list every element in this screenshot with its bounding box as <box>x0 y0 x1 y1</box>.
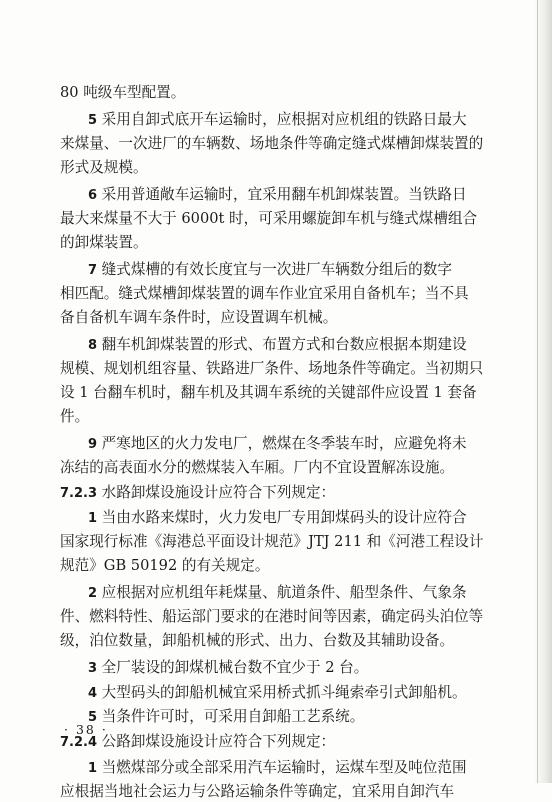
clause-text: 全厂装设的卸煤机械台数不宜少于 2 台。 <box>97 659 369 676</box>
clause-number: 8 <box>88 338 98 353</box>
clause-line <box>88 508 467 529</box>
clause-text: 翻车机卸煤装置的形式、布置方式和台数应根据本期建设 <box>97 336 467 353</box>
clause-line <box>88 658 368 679</box>
page-edge-line <box>537 0 538 783</box>
clause-number: 7 <box>88 263 98 278</box>
clause-text: 采用普通敞车运输时，宜采用翻车机卸煤装置。当铁路日 <box>97 186 467 203</box>
clause-number: 5 <box>88 113 98 128</box>
clause-line <box>88 110 467 131</box>
text-line: 规范》GB 50192 的有关规定。 <box>60 557 270 574</box>
clause-number: 5 <box>88 710 98 725</box>
clause-number: 1 <box>88 761 98 776</box>
text-line: 规模、规划机组容量、铁路进厂条件、场地条件等确定。当初期只 <box>60 360 484 377</box>
clause-text: 采用自卸式底开车运输时，应根据对应机组的铁路日最大 <box>97 111 467 128</box>
section-text: 水路卸煤设施设计应符合下列规定： <box>97 484 336 501</box>
clause-text: 当条件许可时，可采用自卸船工艺系统。 <box>97 708 365 725</box>
clause-number: 4 <box>88 686 98 701</box>
text-line: 设 1 台翻车机时，翻车机及其调车系统的关键部件应设置 1 套备 <box>60 384 477 401</box>
clause-line <box>88 707 364 728</box>
clause-text: 严寒地区的火力发电厂，燃煤在冬季装车时，应避免将未 <box>97 435 467 452</box>
text-line: 件、燃料特性、船运部门要求的在港时间等因素，确定码头泊位等 <box>60 608 484 625</box>
clause-text: 应根据对应机组年耗煤量、航道条件、船型条件、气象条 <box>97 584 467 601</box>
clause-line <box>88 434 467 455</box>
text-line: 相匹配。缝式煤槽卸煤装置的调车作业宜采用自备机车；当不具 <box>60 285 469 302</box>
text-line: 件。 <box>60 408 90 425</box>
clause-line <box>88 683 467 704</box>
text-line: 80 吨级车型配置。 <box>60 84 186 101</box>
clause-number: 1 <box>88 511 98 526</box>
page-number: · 38 · <box>64 722 108 737</box>
clause-line <box>88 583 467 604</box>
text-line: 级，泊位数量，卸船机械的形式、出力、台数及其辅助设备。 <box>60 632 455 649</box>
clause-line <box>88 335 467 356</box>
section-number: 7.2.4 <box>60 735 98 750</box>
clause-number: 9 <box>88 437 98 452</box>
text-line: 备自备机车调车条件时，应设置调车机械。 <box>60 309 338 326</box>
text-line: 来煤量、一次进厂的车辆数、场地条件等确定缝式煤槽卸煤装置的 <box>60 135 484 152</box>
section-text: 公路卸煤设施设计应符合下列规定： <box>97 733 336 750</box>
clause-text: 当燃煤部分或全部采用汽车运输时，运煤车型及吨位范围 <box>97 759 467 776</box>
text-line: 形式及规模。 <box>60 159 148 176</box>
text-line: 冻结的高表面水分的燃煤装入车厢。厂内不宜设置解冻设施。 <box>60 459 455 476</box>
clause-line <box>88 260 452 281</box>
text-line: 应根据当地社会运力与公路运输条件等确定，宜采用自卸汽车 <box>60 783 455 800</box>
section-number: 7.2.3 <box>60 486 98 501</box>
section-heading <box>60 483 335 504</box>
clause-text: 缝式煤槽的有效长度宜与一次进厂车辆数分组后的数字 <box>97 261 452 278</box>
clause-line <box>88 185 467 206</box>
clause-number: 2 <box>88 586 98 601</box>
clause-number: 3 <box>88 661 98 676</box>
clause-text: 当由水路来煤时，火力发电厂专用卸煤码头的设计应符合 <box>97 509 467 526</box>
clause-line <box>88 758 467 779</box>
text-line: 的卸煤装置。 <box>60 234 148 251</box>
clause-text: 大型码头的卸船机械宜采用桥式抓斗绳索牵引式卸船机。 <box>97 684 467 701</box>
text-line: 国家现行标准《海港总平面设计规范》JTJ 211 和《河港工程设计 <box>60 533 484 550</box>
text-line: 最大来煤量不大于 6000t 时，可采用螺旋卸车机与缝式煤槽组合 <box>60 210 478 227</box>
clause-number: 6 <box>88 188 98 203</box>
